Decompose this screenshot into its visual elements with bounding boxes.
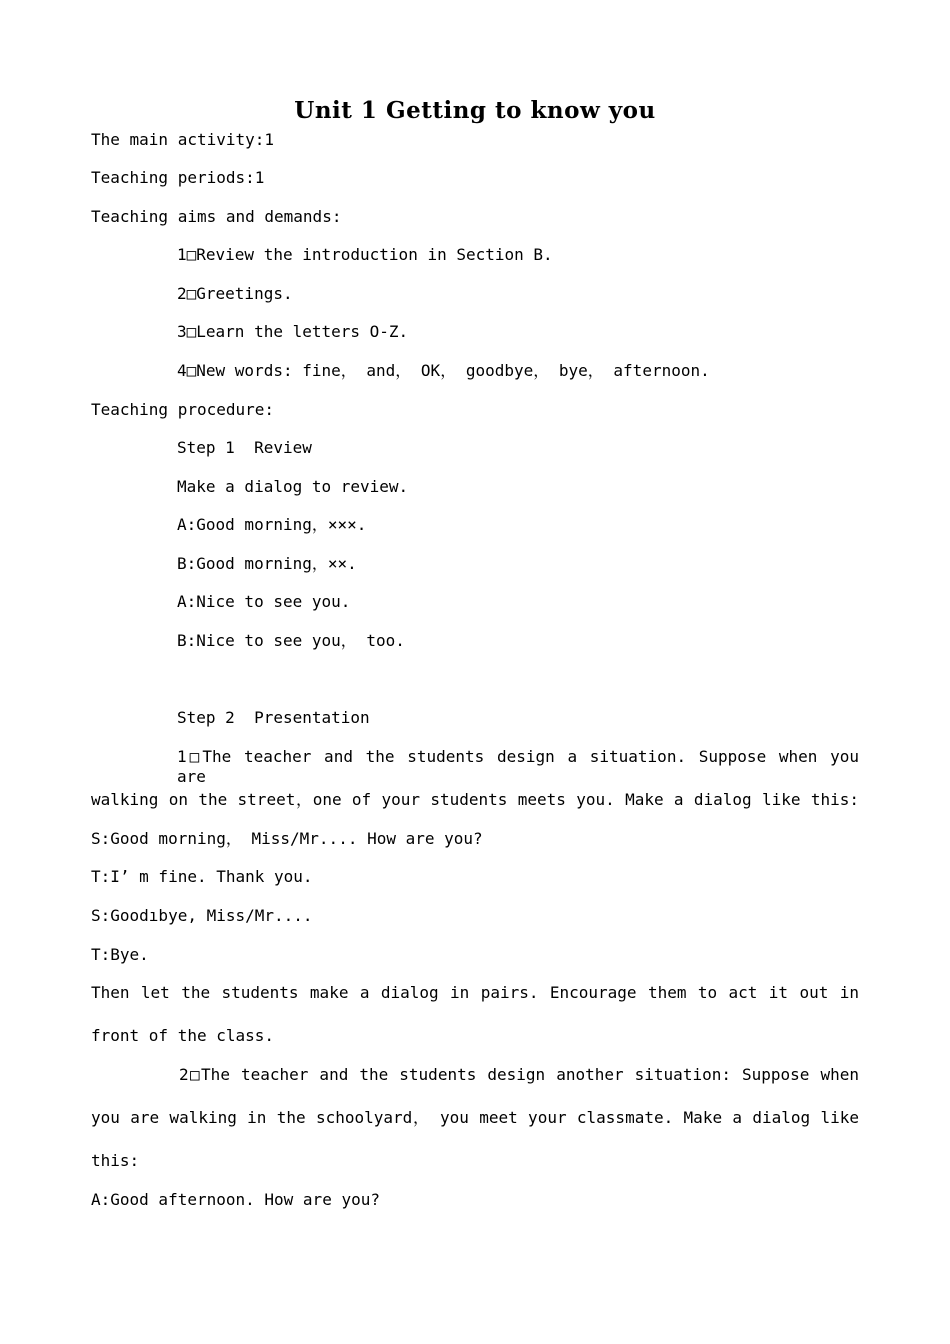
main-activity-line: The main activity:1 — [91, 130, 275, 149]
paragraph-line: 2□The teacher and the students design another situation: Suppose when — [179, 1065, 859, 1084]
step2-heading: Step 2 Presentation — [177, 708, 370, 727]
procedure-heading: Teaching procedure: — [91, 400, 275, 419]
aims-heading: Teaching aims and demands: — [91, 207, 342, 226]
dialog-line: S:Good morning， Miss/Mr.... How are you? — [91, 829, 483, 848]
paragraph-line: front of the class. — [91, 1026, 275, 1045]
dialog-line: B:Good morning，××. — [177, 554, 357, 573]
step1-intro: Make a dialog to review. — [177, 477, 409, 496]
paragraph-line: you are walking in the schoolyard， you meet your classmate. Make a dialog like — [91, 1108, 859, 1127]
dialog-line: A:Good morning，×××. — [177, 515, 367, 534]
paragraph-line: 1□The teacher and the students design a situation. Suppose when you are — [177, 747, 859, 786]
dialog-line: A:Good afternoon. How are you? — [91, 1190, 380, 1209]
dialog-line: B:Nice to see you， too. — [177, 631, 405, 650]
page-title: Unit 1 Getting to know you — [294, 97, 656, 124]
teaching-periods-line: Teaching periods:1 — [91, 168, 265, 187]
dialog-line: A:Nice to see you. — [177, 592, 351, 611]
paragraph-line: walking on the street，one of your students meets you. Make a dialog like this: — [91, 790, 859, 809]
paragraph-line: this: — [91, 1151, 140, 1170]
dialog-line: T:Bye. — [91, 945, 149, 964]
dialog-line: T:I’ m fine. Thank you. — [91, 867, 313, 886]
aim-item: 1□Review the introduction in Section B. — [177, 245, 553, 264]
aim-item: 4□New words: fine， and， OK， goodbye， bye， afternoon. — [177, 361, 710, 380]
paragraph-line: Then let the students make a dialog in pairs. Encourage them to act it out in — [91, 983, 859, 1002]
step1-heading: Step 1 Review — [177, 438, 312, 457]
dialog-line: S:Goodıbye, Miss/Mr.... — [91, 906, 313, 925]
aim-item: 2□Greetings. — [177, 284, 293, 303]
aim-item: 3□Learn the letters O-Z. — [177, 322, 409, 341]
